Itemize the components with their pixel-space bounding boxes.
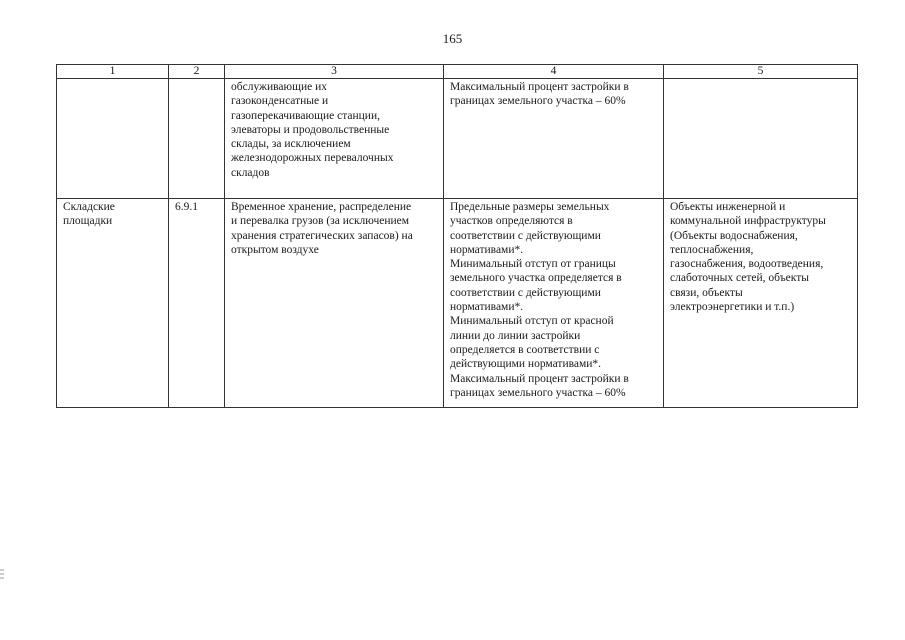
column-header-5: 5 xyxy=(664,65,858,79)
scan-marks-icon xyxy=(0,568,6,582)
cell-parameters: Предельные размеры земельных участков определяются в соответствии с действующими нормативами*. Минимальный отступ от границы земельного участка определяется в соответствии с действующими нормативами*. Минимальный отступ от красной линии до линии застройки определяется в соответствии с действующими нормативами*. Максимальный процент застройки в границах земельного участка – 60% xyxy=(444,199,664,408)
column-header-3: 3 xyxy=(225,65,444,79)
cell-usage-name xyxy=(57,79,169,199)
table-row xyxy=(57,79,858,199)
table-header xyxy=(57,65,858,79)
cell-auxiliary-objects: Объекты инженерной и коммунальной инфраструктуры (Объекты водоснабжения, теплоснабжения, газоснабжения, водоотведения, слаботочных сетей, объекты связи, объекты электроэнергетики и т.п.) xyxy=(664,199,858,408)
cell-usage-code xyxy=(169,79,225,199)
page-number: 165 xyxy=(442,31,463,46)
cell-usage-name: Складские площадки xyxy=(57,199,169,408)
header-row xyxy=(57,65,858,79)
scan-margin-marks xyxy=(0,568,6,582)
land-use-table xyxy=(56,64,858,408)
column-header-1: 1 xyxy=(57,65,169,79)
cell-parameters: Максимальный процент застройки в границах земельного участка – 60% xyxy=(444,79,664,199)
cell-usage-description: обслуживающие их газоконденсатные и газоперекачивающие станции, элеваторы и продовольственные склады, за исключением железнодорожных перевалочных складов xyxy=(225,79,444,199)
column-header-2: 2 xyxy=(169,65,225,79)
cell-usage-description: Временное хранение, распределение и перевалка грузов (за исключением хранения стратегических запасов) на открытом воздухе xyxy=(225,199,444,408)
table-row xyxy=(57,199,858,408)
column-header-4: 4 xyxy=(444,65,664,79)
cell-auxiliary-objects xyxy=(664,79,858,199)
cell-usage-code: 6.9.1 xyxy=(169,199,225,408)
